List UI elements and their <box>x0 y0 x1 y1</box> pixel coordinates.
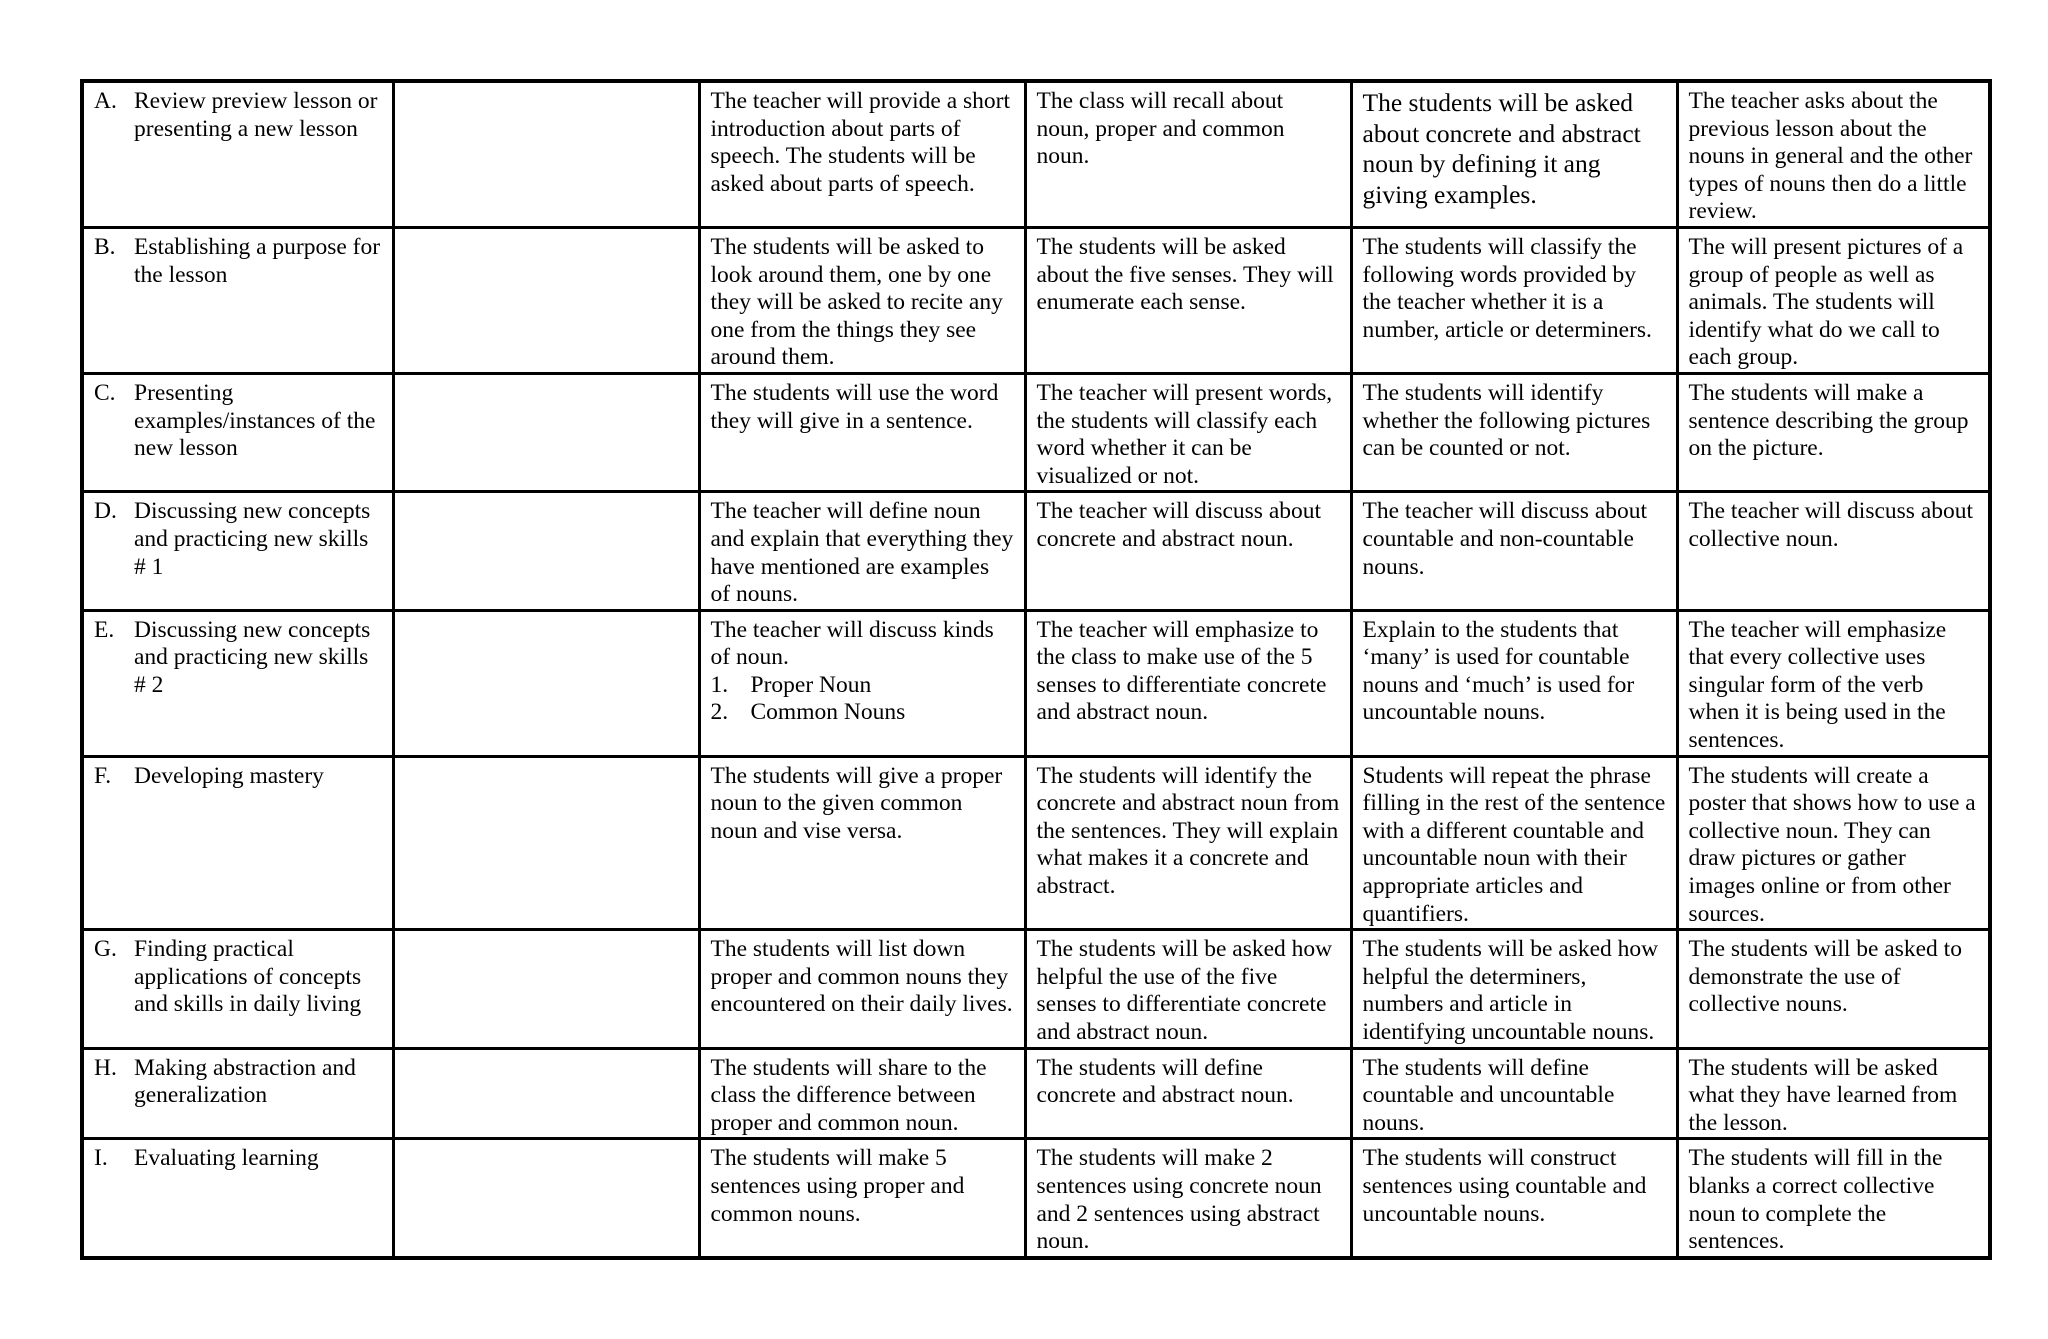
procedure-letter: D. <box>94 498 117 525</box>
day-3-cell: Students will repeat the phrase filling in the rest of the sentence with a different countable and uncountable noun with their appropriate articles and quantifiers. <box>1351 756 1677 930</box>
day-2-cell: The students will be asked about the five senses. They will enumerate each sense. <box>1025 227 1351 373</box>
procedure-letter: G. <box>94 936 117 963</box>
procedure-cell <box>82 81 393 227</box>
lesson-plan-table <box>80 79 1992 1260</box>
day-4-cell: The teacher asks about the previous lesson about the nouns in general and the other types of nouns then do a little review. <box>1677 81 1990 227</box>
procedure-letter: C. <box>94 379 116 406</box>
day-2-cell: The teacher will emphasize to the class to make use of the 5 senses to differentiate concrete and abstract noun. <box>1025 610 1351 756</box>
procedure-cell <box>82 373 393 491</box>
table-row <box>82 930 1990 1048</box>
list-item-text: Proper Noun <box>750 671 872 698</box>
day-3-cell: Explain to the students that ‘many’ is used for countable nouns and ‘much’ is used for uncountable nouns. <box>1351 610 1677 756</box>
day-4-cell: The students will make a sentence describing the group on the picture. <box>1677 373 1990 491</box>
list-item <box>711 699 1014 727</box>
procedure-title: Finding practical applications of concepts and skills in daily living <box>134 936 362 1018</box>
procedure-title: Establishing a purpose for the lesson <box>134 233 381 288</box>
table-row <box>82 1048 1990 1139</box>
table-row <box>82 1139 1990 1258</box>
kinds-of-noun-intro: The teacher will discuss kinds of noun. <box>710 616 994 671</box>
day-4-cell: The will present pictures of a group of people as well as animals. The students will identify what do we call to each group. <box>1677 227 1990 373</box>
day-3-cell: The students will classify the following words provided by the teacher whether it is a number, article or determiners. <box>1351 227 1677 373</box>
procedure-cell <box>82 1048 393 1139</box>
day-2-cell: The students will be asked how helpful the use of the five senses to differentiate concrete and abstract noun. <box>1025 930 1351 1048</box>
procedure-title: Discussing new concepts and practicing new skills # 1 <box>134 498 371 580</box>
day-4-cell: The teacher will discuss about collective noun. <box>1677 492 1990 610</box>
blank-cell <box>393 930 699 1048</box>
table-row <box>82 373 1990 491</box>
day-3-cell: The students will be asked how helpful the determiners, numbers and article in identifying uncountable nouns. <box>1351 930 1677 1048</box>
table-row <box>82 756 1990 930</box>
day-2-cell: The students will identify the concrete and abstract noun from the sentences. They will explain what makes it a concrete and abstract. <box>1025 756 1351 930</box>
day-4-cell: The students will be asked what they have learned from the lesson. <box>1677 1048 1990 1139</box>
day-1-cell: The teacher will define noun and explain that everything they have mentioned are examples of nouns. <box>699 492 1025 610</box>
day-4-cell: The students will fill in the blanks a correct collective noun to complete the sentences. <box>1677 1139 1990 1258</box>
procedure-title: Presenting examples/instances of the new lesson <box>134 379 376 462</box>
procedure-title: Making abstraction and generalization <box>134 1054 356 1109</box>
day-2-cell: The teacher will discuss about concrete and abstract noun. <box>1025 492 1351 610</box>
procedure-title: Evaluating learning <box>134 1145 319 1172</box>
list-number: 1. <box>710 671 729 698</box>
table-row <box>82 492 1990 610</box>
day-1-cell: The teacher will provide a short introduction about parts of speech. The students will be asked about parts of speech. <box>699 81 1025 227</box>
day-2-cell: The class will recall about noun, proper and common noun. <box>1025 81 1351 227</box>
blank-cell <box>393 492 699 610</box>
day-1-cell: The students will give a proper noun to the given common noun and vise versa. <box>699 756 1025 930</box>
day-2-cell: The teacher will present words, the students will classify each word whether it can be visualized or not. <box>1025 373 1351 491</box>
day-3-cell: The teacher will discuss about countable and non-countable nouns. <box>1351 492 1677 610</box>
procedure-cell <box>82 227 393 373</box>
procedure-letter: A. <box>94 88 117 114</box>
day-4-cell: The students will create a poster that shows how to use a collective noun. They can draw pictures or gather images online or from other sources. <box>1677 756 1990 930</box>
day-1-cell: The students will make 5 sentences using proper and common nouns. <box>699 1139 1025 1258</box>
procedure-cell <box>82 930 393 1048</box>
list-number: 2. <box>710 699 729 726</box>
blank-cell <box>393 756 699 930</box>
procedure-letter: E. <box>94 616 115 643</box>
day-4-cell: The teacher will emphasize that every collective uses singular form of the verb when it is being used in the sentences. <box>1677 610 1990 756</box>
day-3-cell: The students will construct sentences using countable and uncountable nouns. <box>1351 1139 1677 1258</box>
procedure-letter: B. <box>94 233 116 260</box>
day-1-cell: The students will use the word they will give in a sentence. <box>699 373 1025 491</box>
day-2-cell: The students will define concrete and abstract noun. <box>1025 1048 1351 1139</box>
list-item-text: Common Nouns <box>750 699 906 726</box>
blank-cell <box>393 81 699 227</box>
procedure-title: Review preview lesson or presenting a new lesson <box>134 88 378 142</box>
procedure-cell <box>82 1139 393 1258</box>
day-1-cell <box>699 610 1025 756</box>
day-4-cell: The students will be asked to demonstrate the use of collective nouns. <box>1677 930 1990 1048</box>
procedure-cell <box>82 492 393 610</box>
day-2-cell: The students will make 2 sentences using concrete noun and 2 sentences using abstract noun. <box>1025 1139 1351 1258</box>
procedure-letter: F. <box>94 762 112 789</box>
procedure-title: Discussing new concepts and practicing new skills # 2 <box>134 616 371 698</box>
blank-cell <box>393 1139 699 1258</box>
table-row <box>82 81 1990 227</box>
list-item <box>711 672 1014 700</box>
procedure-cell <box>82 610 393 756</box>
day-1-cell: The students will list down proper and common nouns they encountered on their daily lives. <box>699 930 1025 1048</box>
table-row <box>82 227 1990 373</box>
procedure-title: Developing mastery <box>134 762 324 789</box>
table-row <box>82 610 1990 756</box>
day-3-cell: The students will be asked about concrete and abstract noun by defining it ang giving examples. <box>1351 81 1677 227</box>
day-1-cell: The students will be asked to look around them, one by one they will be asked to recite any one from the things they see around them. <box>699 227 1025 373</box>
blank-cell <box>393 373 699 491</box>
day-1-cell: The students will share to the class the difference between proper and common noun. <box>699 1048 1025 1139</box>
blank-cell <box>393 227 699 373</box>
kinds-of-noun-list <box>711 672 1014 727</box>
procedure-cell <box>82 756 393 930</box>
blank-cell <box>393 1048 699 1139</box>
procedure-letter: H. <box>94 1054 117 1081</box>
procedure-letter: I. <box>94 1145 108 1172</box>
day-3-cell: The students will identify whether the following pictures can be counted or not. <box>1351 373 1677 491</box>
blank-cell <box>393 610 699 756</box>
day-3-cell: The students will define countable and uncountable nouns. <box>1351 1048 1677 1139</box>
